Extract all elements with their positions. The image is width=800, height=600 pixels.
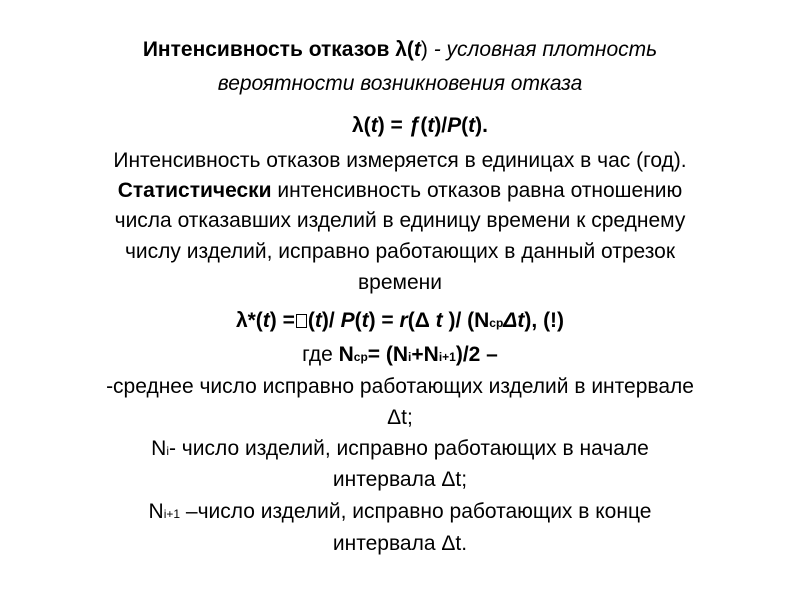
formula-1-var: P [447,114,462,137]
definition-rest: - условная плотность [427,38,658,61]
formula-1 [20,113,800,139]
stat-bold: Статистически [117,179,272,202]
where-part: +N [411,343,439,366]
where-part: N [338,343,354,366]
formula-2-var: t [262,309,270,332]
formula-2-part: ), (!) [524,309,565,332]
formula-2-part: λ*( [235,309,263,332]
where-subscript: i+1 [438,350,456,364]
formula-2-part: ( [354,309,362,332]
formula-1-part: λ( [352,114,371,137]
formula-1-part: ) = [377,114,409,137]
formula-2-part: )/ [321,309,341,332]
formula-1-part: ( [461,114,469,137]
formula-2-part: ( [307,309,315,332]
formula-2-part: ) = [269,309,295,332]
formula-1-part: ). [475,114,488,137]
avg-line-1: -среднее число исправно работающих изделий в интервале [106,375,694,398]
ni-line-2: интервала Δt; [332,468,468,491]
ni-subscript: i [166,444,169,458]
stat-line-2: числа отказавших изделий в единицу времени к среднему [114,209,686,232]
formula-1-var: t [468,114,476,137]
where-part: )/2 – [455,343,498,366]
definition-line-2: вероятности возникновения отказа [217,72,583,95]
units-line: Интенсивность отказов измеряется в единицах в час (год). [113,149,687,172]
formula-2 [0,308,800,336]
formula-1-part: )/ [434,114,448,137]
definition-close: ) [420,38,428,61]
formula-2-var: t [361,309,369,332]
definition-t: t [413,38,421,61]
avg-line-2: Δt; [387,406,413,429]
ni1-subscript: i+1 [163,507,181,521]
where-line [0,342,800,370]
formula-1-var: t [427,114,435,137]
formula-2-subscript: ср [489,316,504,330]
ni1-symbol: N [148,500,164,523]
stat-line-1 [0,178,800,204]
ni-line-1 [0,436,800,464]
formula-1-var: t [370,114,378,137]
formula-2-var: t [314,309,322,332]
where-part: = (N [367,343,409,366]
ni-symbol: N [151,437,167,460]
formula-2-part: ) = [368,309,400,332]
ni1-text: –число изделий, исправно работающих в конце [180,500,652,523]
formula-1-func: ƒ [408,114,421,137]
where-subscript: ср [353,350,368,364]
where-subscript: i [408,350,412,364]
formula-2-part: Δ [503,309,518,332]
stat-line-4: времени [358,271,442,294]
formula-2-var: t [435,309,443,332]
ni1-line-1 [0,499,800,527]
formula-2-var: t [517,309,525,332]
stat-rest: интенсивность отказов равна отношению [271,179,683,202]
formula-2-part: )/ (N [442,309,490,332]
definition-line-1 [0,37,800,63]
formula-2-var: r [399,309,408,332]
ni1-line-2: интервала Δt. [332,532,468,555]
formula-2-part: (Δ [407,309,436,332]
formula-2-var: P [340,309,355,332]
formula-1-part: ( [420,114,428,137]
ni-text: - число изделий, исправно работающих в начале [168,437,649,460]
stat-line-3: числу изделий, исправно работающих в данный отрезок [124,240,676,263]
definition-term: Интенсивность отказов λ( [142,38,414,61]
where-prefix: где [302,343,339,366]
missing-glyph-icon [296,314,307,328]
